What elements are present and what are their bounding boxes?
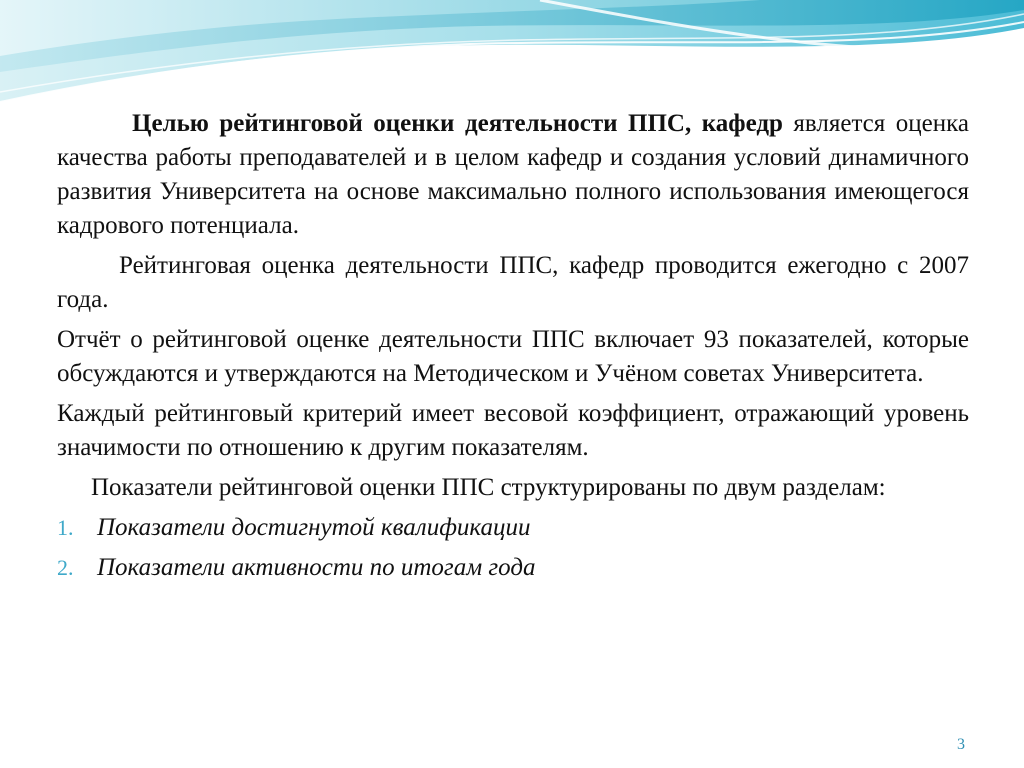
paragraph-annual: Рейтинговая оценка деятельности ППС, кафедр проводится ежегодно с 2007 года. — [57, 252, 969, 313]
list-item — [57, 511, 969, 545]
paragraph-goal-bold: Целью рейтинговой оценки деятельности ППС, кафедр — [132, 110, 783, 137]
paragraph-goal-rest: является оценка качества работы преподавателей и в целом кафедр и создания условий динамичного развития Университета на основе максимально полного использования имеющегося кадрового потенциала. — [57, 110, 969, 239]
paragraph-report: Отчёт о рейтинговой оценке деятельности ППС включает 93 показателей, которые обсуждаются и утверждаются на Методическом и Учёном советах Университета. — [57, 326, 969, 387]
page-number: 3 — [957, 736, 965, 753]
paragraph-weights: Каждый рейтинговый критерий имеет весовой коэффициент, отражающий уровень значимости по отношению к другим показателям. — [57, 400, 969, 461]
paragraph-structure: Показатели рейтинговой оценки ППС структурированы по двум разделам: — [91, 474, 886, 501]
header-wave-decoration — [0, 0, 1024, 120]
list-item — [57, 551, 969, 585]
paragraph-goal — [57, 107, 969, 243]
sections-list — [57, 511, 969, 585]
list-item-text: Показатели активности по итогам года — [97, 554, 536, 581]
slide-body — [57, 107, 969, 591]
list-item-number: 2. — [57, 555, 74, 580]
list-item-text: Показатели достигнутой квалификации — [97, 514, 531, 541]
list-item-number: 1. — [57, 515, 74, 540]
